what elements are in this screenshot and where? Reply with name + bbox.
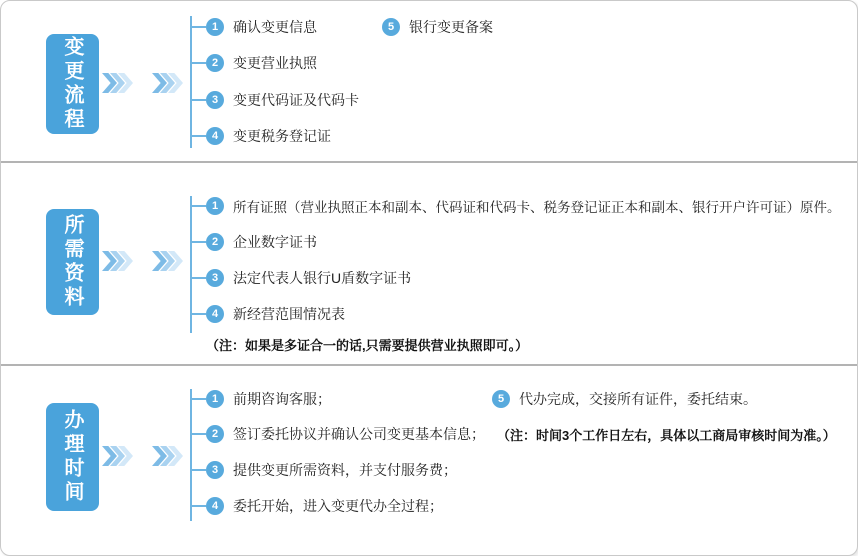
chevron-arrows-icon: [102, 251, 133, 271]
flow-step: [190, 423, 836, 445]
branch-line: [190, 135, 206, 137]
flow-step: [492, 388, 757, 410]
step-number-badge: 4: [206, 497, 224, 515]
step-number-badge: 3: [206, 269, 224, 287]
chevron-arrows-icon: [152, 73, 183, 93]
step-number-badge: 4: [206, 305, 224, 323]
flow-step: [190, 267, 411, 289]
step-text: 代办完成，交接所有证件，委托结束。: [519, 391, 757, 407]
step-number-badge: 4: [206, 127, 224, 145]
step-number-badge: 5: [492, 390, 510, 408]
flow-step: [190, 52, 317, 74]
step-number-badge: 1: [206, 197, 224, 215]
step-text: 变更营业执照: [233, 55, 317, 71]
flow-step: [190, 89, 359, 111]
flow-step: [190, 303, 345, 325]
branch-line: [190, 241, 206, 243]
flow-step: [190, 16, 317, 38]
time-note: （注：时间3个工作日左右，具体以工商局审核时间为准。）: [497, 427, 836, 443]
materials-note: （注：如果是多证合一的话,只需要提供营业执照即可。）: [206, 338, 529, 353]
branch-line: [190, 62, 206, 64]
step-text: 银行变更备案: [409, 19, 493, 35]
step-text: 确认变更信息: [233, 19, 317, 35]
section-label-processing-time: 办理时间: [46, 403, 99, 511]
section-divider: [1, 364, 857, 366]
step-text: 变更税务登记证: [233, 128, 331, 144]
step-text: 提供变更所需资料，并支付服务费；: [233, 462, 457, 478]
chevron-arrows-icon: [152, 446, 183, 466]
step-text: 前期咨询客服；: [233, 391, 331, 407]
flow-step: [190, 495, 443, 517]
chevron-arrows-icon: [102, 446, 133, 466]
step-text: 变更代码证及代码卡: [233, 92, 359, 108]
step-number-badge: 3: [206, 91, 224, 109]
chevron-arrows-icon: [152, 251, 183, 271]
step-number-badge: 1: [206, 390, 224, 408]
step-text: 委托开始，进入变更代办全过程；: [233, 498, 443, 514]
step-text: 企业数字证书: [233, 234, 317, 250]
step-text: 所有证照（营业执照正本和副本、代码证和代码卡、税务登记证正本和副本、银行开户许可证）原件。: [233, 200, 841, 215]
section-label-required-materials: 所需资料: [46, 209, 99, 315]
step-number-badge: 2: [206, 425, 224, 443]
step-text: 法定代表人银行U盾数字证书: [233, 270, 412, 286]
branch-line: [190, 469, 206, 471]
chevron-arrows-icon: [102, 73, 133, 93]
step-number-badge: 2: [206, 233, 224, 251]
step-text: 新经营范围情况表: [233, 306, 345, 322]
branch-line: [190, 313, 206, 315]
step-number-badge: 5: [382, 18, 400, 36]
section-label-change-process: 变更流程: [46, 34, 99, 134]
flow-step: [190, 459, 457, 481]
branch-line: [190, 277, 206, 279]
branch-line: [190, 398, 206, 400]
section-divider: [1, 161, 857, 163]
flow-step: [190, 125, 331, 147]
branch-line: [190, 99, 206, 101]
branch-line: [190, 205, 206, 207]
branch-line: [190, 433, 206, 435]
step-number-badge: 2: [206, 54, 224, 72]
step-text: 签订委托协议并确认公司变更基本信息；: [233, 426, 485, 442]
branch-line: [190, 26, 206, 28]
flow-step: [190, 388, 331, 410]
step-number-badge: 1: [206, 18, 224, 36]
flow-step: [382, 16, 493, 38]
flow-step: [190, 231, 317, 253]
step-number-badge: 3: [206, 461, 224, 479]
flow-step: [190, 195, 841, 217]
branch-line: [190, 505, 206, 507]
